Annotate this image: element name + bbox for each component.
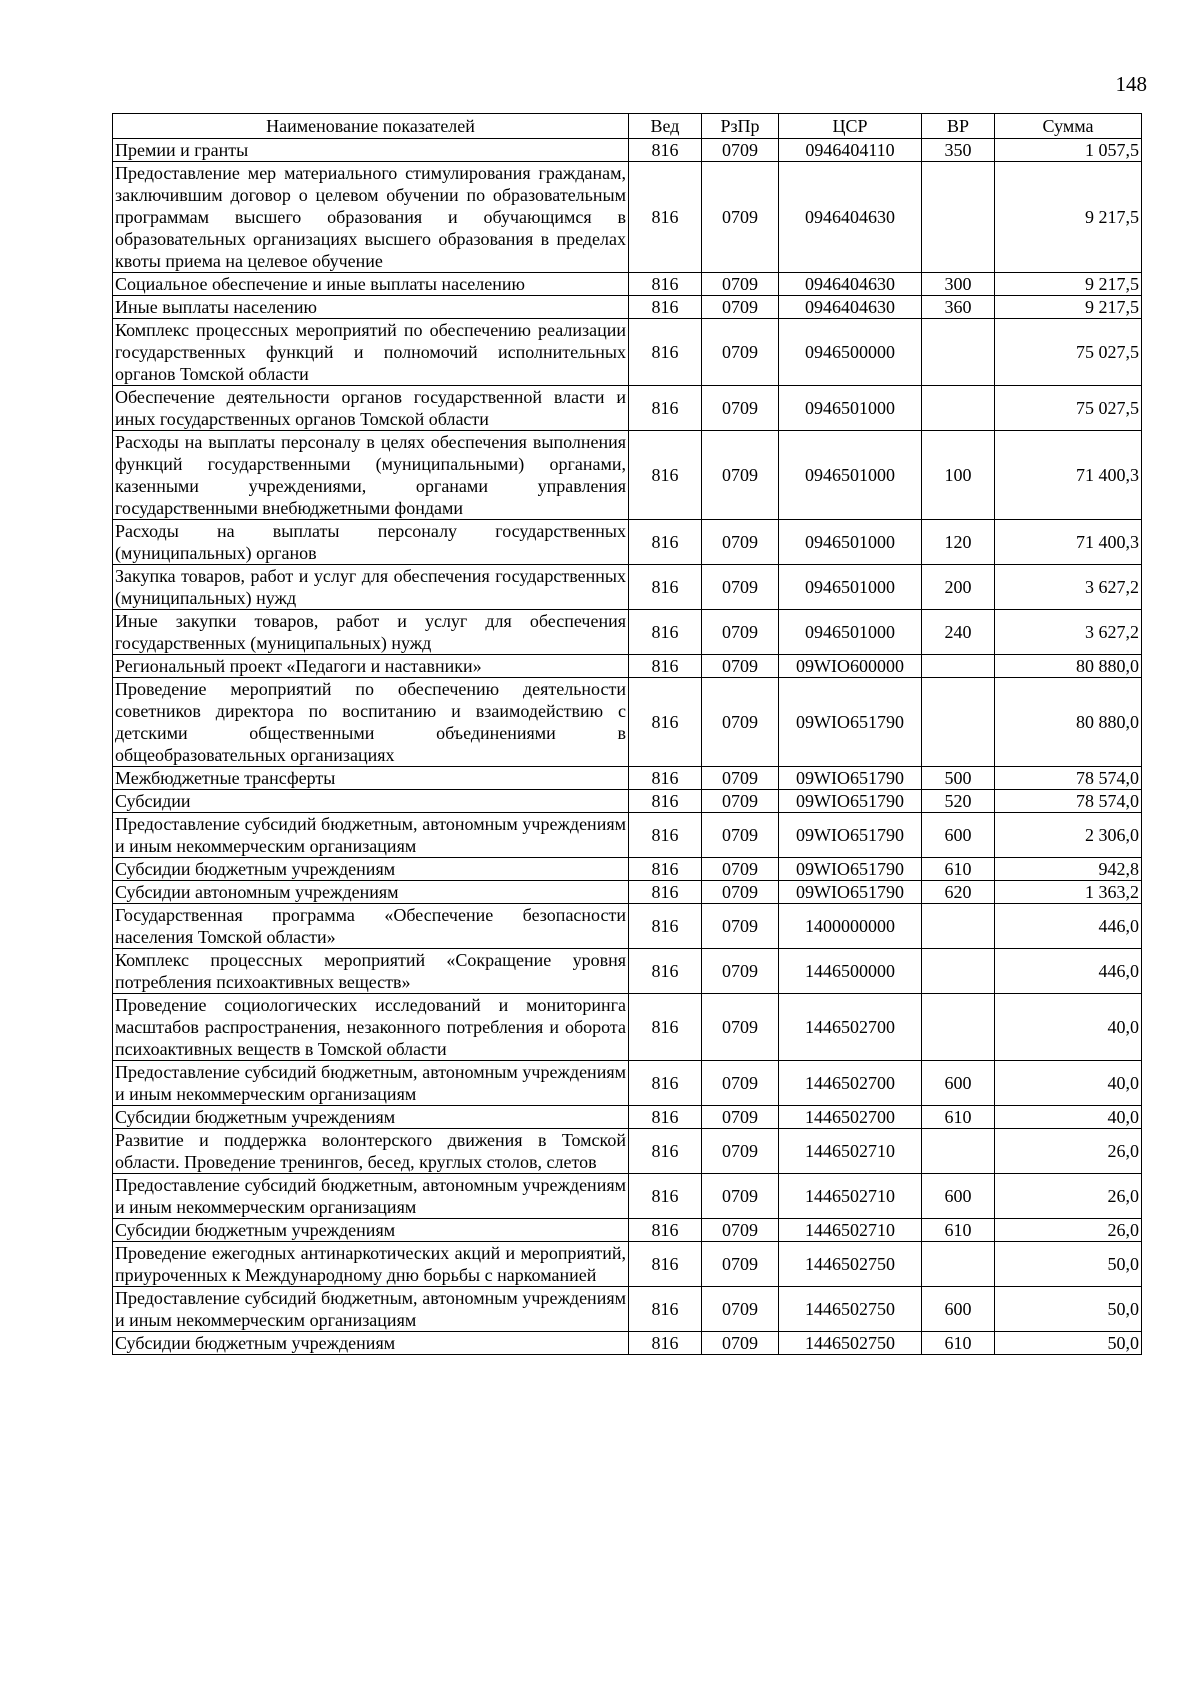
cell-name: Предоставление субсидий бюджетным, автономным учреждениям и иным некоммерческим организациям — [113, 813, 629, 858]
cell-vr — [922, 655, 995, 678]
cell-sum: 40,0 — [995, 994, 1142, 1061]
cell-csr: 0946501000 — [779, 610, 922, 655]
cell-ved: 816 — [629, 319, 702, 386]
cell-vr — [922, 319, 995, 386]
cell-name: Региональный проект «Педагоги и наставники» — [113, 655, 629, 678]
cell-sum: 80 880,0 — [995, 655, 1142, 678]
cell-name: Комплекс процессных мероприятий «Сокращение уровня потребления психоактивных веществ» — [113, 949, 629, 994]
cell-ved: 816 — [629, 1242, 702, 1287]
cell-vr: 120 — [922, 520, 995, 565]
cell-name: Субсидии — [113, 790, 629, 813]
cell-ved: 816 — [629, 520, 702, 565]
cell-rzpr: 0709 — [702, 678, 779, 767]
cell-vr — [922, 904, 995, 949]
cell-sum: 50,0 — [995, 1242, 1142, 1287]
cell-rzpr: 0709 — [702, 386, 779, 431]
cell-sum: 942,8 — [995, 858, 1142, 881]
header-ved: Вед — [629, 114, 702, 139]
table-row — [113, 1174, 1142, 1219]
cell-name: Субсидии бюджетным учреждениям — [113, 1332, 629, 1355]
cell-name: Проведение социологических исследований и мониторинга масштабов распространения, незаконного потребления и оборота психоактивных веществ в Томской области — [113, 994, 629, 1061]
header-sum: Сумма — [995, 114, 1142, 139]
cell-ved: 816 — [629, 1287, 702, 1332]
table-row — [113, 858, 1142, 881]
cell-sum: 78 574,0 — [995, 790, 1142, 813]
cell-csr: 0946501000 — [779, 431, 922, 520]
cell-sum: 9 217,5 — [995, 162, 1142, 273]
cell-ved: 816 — [629, 858, 702, 881]
cell-ved: 816 — [629, 881, 702, 904]
cell-sum: 80 880,0 — [995, 678, 1142, 767]
table-row — [113, 1129, 1142, 1174]
cell-csr: 09WIО651790 — [779, 678, 922, 767]
cell-ved: 816 — [629, 949, 702, 994]
cell-vr: 610 — [922, 1219, 995, 1242]
cell-rzpr: 0709 — [702, 1174, 779, 1219]
cell-ved: 816 — [629, 431, 702, 520]
cell-csr: 0946501000 — [779, 520, 922, 565]
cell-name: Предоставление субсидий бюджетным, автономным учреждениям и иным некоммерческим организациям — [113, 1061, 629, 1106]
cell-rzpr: 0709 — [702, 520, 779, 565]
cell-csr: 1446502700 — [779, 1106, 922, 1129]
cell-sum: 26,0 — [995, 1174, 1142, 1219]
table-row — [113, 273, 1142, 296]
cell-vr: 360 — [922, 296, 995, 319]
cell-ved: 816 — [629, 678, 702, 767]
cell-vr: 200 — [922, 565, 995, 610]
cell-csr: 1446502710 — [779, 1174, 922, 1219]
cell-ved: 816 — [629, 1332, 702, 1355]
cell-ved: 816 — [629, 565, 702, 610]
table-row — [113, 139, 1142, 162]
cell-vr — [922, 1129, 995, 1174]
cell-name: Предоставление субсидий бюджетным, автономным учреждениям и иным некоммерческим организациям — [113, 1174, 629, 1219]
cell-rzpr: 0709 — [702, 1106, 779, 1129]
table-row — [113, 1287, 1142, 1332]
cell-sum: 75 027,5 — [995, 386, 1142, 431]
cell-vr: 300 — [922, 273, 995, 296]
table-row — [113, 790, 1142, 813]
table-row — [113, 1061, 1142, 1106]
cell-ved: 816 — [629, 655, 702, 678]
cell-csr: 09WIО651790 — [779, 881, 922, 904]
cell-rzpr: 0709 — [702, 296, 779, 319]
cell-csr: 1446502710 — [779, 1129, 922, 1174]
table-row — [113, 655, 1142, 678]
cell-name: Субсидии бюджетным учреждениям — [113, 858, 629, 881]
cell-csr: 1446502750 — [779, 1332, 922, 1355]
cell-ved: 816 — [629, 386, 702, 431]
cell-rzpr: 0709 — [702, 319, 779, 386]
header-name: Наименование показателей — [113, 114, 629, 139]
cell-rzpr: 0709 — [702, 904, 779, 949]
cell-csr: 09WIО651790 — [779, 813, 922, 858]
cell-name: Иные выплаты населению — [113, 296, 629, 319]
cell-sum: 1 363,2 — [995, 881, 1142, 904]
cell-vr: 500 — [922, 767, 995, 790]
cell-sum: 40,0 — [995, 1106, 1142, 1129]
cell-name: Государственная программа «Обеспечение безопасности населения Томской области» — [113, 904, 629, 949]
cell-vr: 600 — [922, 813, 995, 858]
cell-rzpr: 0709 — [702, 1332, 779, 1355]
table-row — [113, 610, 1142, 655]
cell-csr: 1446502750 — [779, 1242, 922, 1287]
cell-name: Межбюджетные трансферты — [113, 767, 629, 790]
cell-vr: 610 — [922, 1106, 995, 1129]
cell-vr — [922, 949, 995, 994]
cell-rzpr: 0709 — [702, 949, 779, 994]
cell-csr: 1400000000 — [779, 904, 922, 949]
cell-csr: 0946404110 — [779, 139, 922, 162]
cell-name: Развитие и поддержка волонтерского движения в Томской области. Проведение тренингов, бесед, круглых столов, слетов — [113, 1129, 629, 1174]
cell-csr: 09WIО600000 — [779, 655, 922, 678]
cell-rzpr: 0709 — [702, 790, 779, 813]
cell-rzpr: 0709 — [702, 813, 779, 858]
cell-ved: 816 — [629, 296, 702, 319]
cell-ved: 816 — [629, 904, 702, 949]
cell-ved: 816 — [629, 1061, 702, 1106]
cell-rzpr: 0709 — [702, 1129, 779, 1174]
table-row — [113, 1106, 1142, 1129]
table-body — [113, 139, 1142, 1355]
cell-vr: 620 — [922, 881, 995, 904]
cell-vr: 600 — [922, 1287, 995, 1332]
cell-ved: 816 — [629, 1219, 702, 1242]
cell-vr: 610 — [922, 858, 995, 881]
cell-ved: 816 — [629, 813, 702, 858]
cell-sum: 78 574,0 — [995, 767, 1142, 790]
cell-vr — [922, 1242, 995, 1287]
cell-sum: 75 027,5 — [995, 319, 1142, 386]
cell-ved: 816 — [629, 1106, 702, 1129]
cell-name: Обеспечение деятельности органов государственной власти и иных государственных органов Томской области — [113, 386, 629, 431]
page-number: 148 — [1115, 72, 1147, 96]
cell-sum: 50,0 — [995, 1332, 1142, 1355]
cell-rzpr: 0709 — [702, 994, 779, 1061]
header-csr: ЦСР — [779, 114, 922, 139]
cell-vr: 240 — [922, 610, 995, 655]
cell-rzpr: 0709 — [702, 858, 779, 881]
cell-rzpr: 0709 — [702, 767, 779, 790]
cell-csr: 09WIО651790 — [779, 858, 922, 881]
cell-rzpr: 0709 — [702, 162, 779, 273]
table-row — [113, 520, 1142, 565]
table-row — [113, 881, 1142, 904]
cell-ved: 816 — [629, 994, 702, 1061]
header-rzpr: РзПр — [702, 114, 779, 139]
table-row — [113, 1332, 1142, 1355]
cell-csr: 0946500000 — [779, 319, 922, 386]
cell-rzpr: 0709 — [702, 1287, 779, 1332]
cell-name: Субсидии бюджетным учреждениям — [113, 1219, 629, 1242]
cell-vr — [922, 678, 995, 767]
cell-sum: 446,0 — [995, 904, 1142, 949]
cell-csr: 09WIО651790 — [779, 790, 922, 813]
cell-name: Социальное обеспечение и иные выплаты населению — [113, 273, 629, 296]
table-row — [113, 431, 1142, 520]
cell-vr — [922, 162, 995, 273]
cell-ved: 816 — [629, 1129, 702, 1174]
budget-table — [112, 113, 1142, 1355]
cell-sum: 71 400,3 — [995, 431, 1142, 520]
cell-rzpr: 0709 — [702, 1219, 779, 1242]
cell-vr: 610 — [922, 1332, 995, 1355]
cell-name: Проведение мероприятий по обеспечению деятельности советников директора по воспитанию и взаимодействию с детскими общественными объединениями в общеобразовательных организациях — [113, 678, 629, 767]
cell-rzpr: 0709 — [702, 881, 779, 904]
table-row — [113, 767, 1142, 790]
cell-vr: 520 — [922, 790, 995, 813]
cell-csr: 0946404630 — [779, 273, 922, 296]
cell-csr: 1446502700 — [779, 994, 922, 1061]
cell-rzpr: 0709 — [702, 1061, 779, 1106]
cell-vr — [922, 994, 995, 1061]
cell-sum: 40,0 — [995, 1061, 1142, 1106]
cell-rzpr: 0709 — [702, 610, 779, 655]
cell-vr: 600 — [922, 1174, 995, 1219]
cell-sum: 3 627,2 — [995, 565, 1142, 610]
cell-sum: 71 400,3 — [995, 520, 1142, 565]
table-row — [113, 678, 1142, 767]
cell-csr: 1446502700 — [779, 1061, 922, 1106]
cell-name: Проведение ежегодных антинаркотических акций и мероприятий, приуроченных к Международному дню борьбы с наркоманией — [113, 1242, 629, 1287]
cell-name: Закупка товаров, работ и услуг для обеспечения государственных (муниципальных) нужд — [113, 565, 629, 610]
header-vr: ВР — [922, 114, 995, 139]
cell-name: Иные закупки товаров, работ и услуг для обеспечения государственных (муниципальных) нужд — [113, 610, 629, 655]
cell-vr: 100 — [922, 431, 995, 520]
cell-sum: 9 217,5 — [995, 296, 1142, 319]
table-row — [113, 813, 1142, 858]
cell-rzpr: 0709 — [702, 1242, 779, 1287]
cell-ved: 816 — [629, 767, 702, 790]
table-row — [113, 296, 1142, 319]
cell-ved: 816 — [629, 1174, 702, 1219]
cell-sum: 26,0 — [995, 1129, 1142, 1174]
cell-vr: 350 — [922, 139, 995, 162]
cell-name: Предоставление мер материального стимулирования гражданам, заключившим договор о целевом обучении по образовательным программам высшего образования и обучающимся в образовательных организациях высшего образования в пределах квоты приема на целевое обучение — [113, 162, 629, 273]
table-row — [113, 565, 1142, 610]
cell-sum: 446,0 — [995, 949, 1142, 994]
cell-ved: 816 — [629, 790, 702, 813]
cell-ved: 816 — [629, 139, 702, 162]
table-row — [113, 386, 1142, 431]
cell-name: Комплекс процессных мероприятий по обеспечению реализации государственных функций и полномочий исполнительных органов Томской области — [113, 319, 629, 386]
table-row — [113, 949, 1142, 994]
cell-name: Расходы на выплаты персоналу государственных (муниципальных) органов — [113, 520, 629, 565]
table-row — [113, 162, 1142, 273]
cell-name: Субсидии автономным учреждениям — [113, 881, 629, 904]
cell-name: Предоставление субсидий бюджетным, автономным учреждениям и иным некоммерческим организациям — [113, 1287, 629, 1332]
cell-sum: 1 057,5 — [995, 139, 1142, 162]
cell-csr: 09WIО651790 — [779, 767, 922, 790]
cell-ved: 816 — [629, 610, 702, 655]
cell-rzpr: 0709 — [702, 273, 779, 296]
cell-csr: 0946501000 — [779, 386, 922, 431]
cell-rzpr: 0709 — [702, 139, 779, 162]
cell-csr: 0946404630 — [779, 162, 922, 273]
cell-name: Субсидии бюджетным учреждениям — [113, 1106, 629, 1129]
table-row — [113, 904, 1142, 949]
table-row — [113, 994, 1142, 1061]
cell-sum: 3 627,2 — [995, 610, 1142, 655]
cell-sum: 9 217,5 — [995, 273, 1142, 296]
table-row — [113, 1242, 1142, 1287]
cell-rzpr: 0709 — [702, 431, 779, 520]
table-row — [113, 319, 1142, 386]
cell-sum: 50,0 — [995, 1287, 1142, 1332]
cell-csr: 0946404630 — [779, 296, 922, 319]
cell-csr: 1446500000 — [779, 949, 922, 994]
cell-sum: 2 306,0 — [995, 813, 1142, 858]
cell-csr: 1446502710 — [779, 1219, 922, 1242]
cell-name: Расходы на выплаты персоналу в целях обеспечения выполнения функций государственными (муниципальными) органами, казенными учреждениями, органами управления государственными внебюджетными фондами — [113, 431, 629, 520]
table-row — [113, 1219, 1142, 1242]
cell-vr — [922, 386, 995, 431]
cell-ved: 816 — [629, 273, 702, 296]
cell-csr: 0946501000 — [779, 565, 922, 610]
cell-rzpr: 0709 — [702, 655, 779, 678]
cell-sum: 26,0 — [995, 1219, 1142, 1242]
cell-name: Премии и гранты — [113, 139, 629, 162]
cell-ved: 816 — [629, 162, 702, 273]
cell-vr: 600 — [922, 1061, 995, 1106]
cell-rzpr: 0709 — [702, 565, 779, 610]
cell-csr: 1446502750 — [779, 1287, 922, 1332]
table-header-row — [113, 114, 1142, 139]
